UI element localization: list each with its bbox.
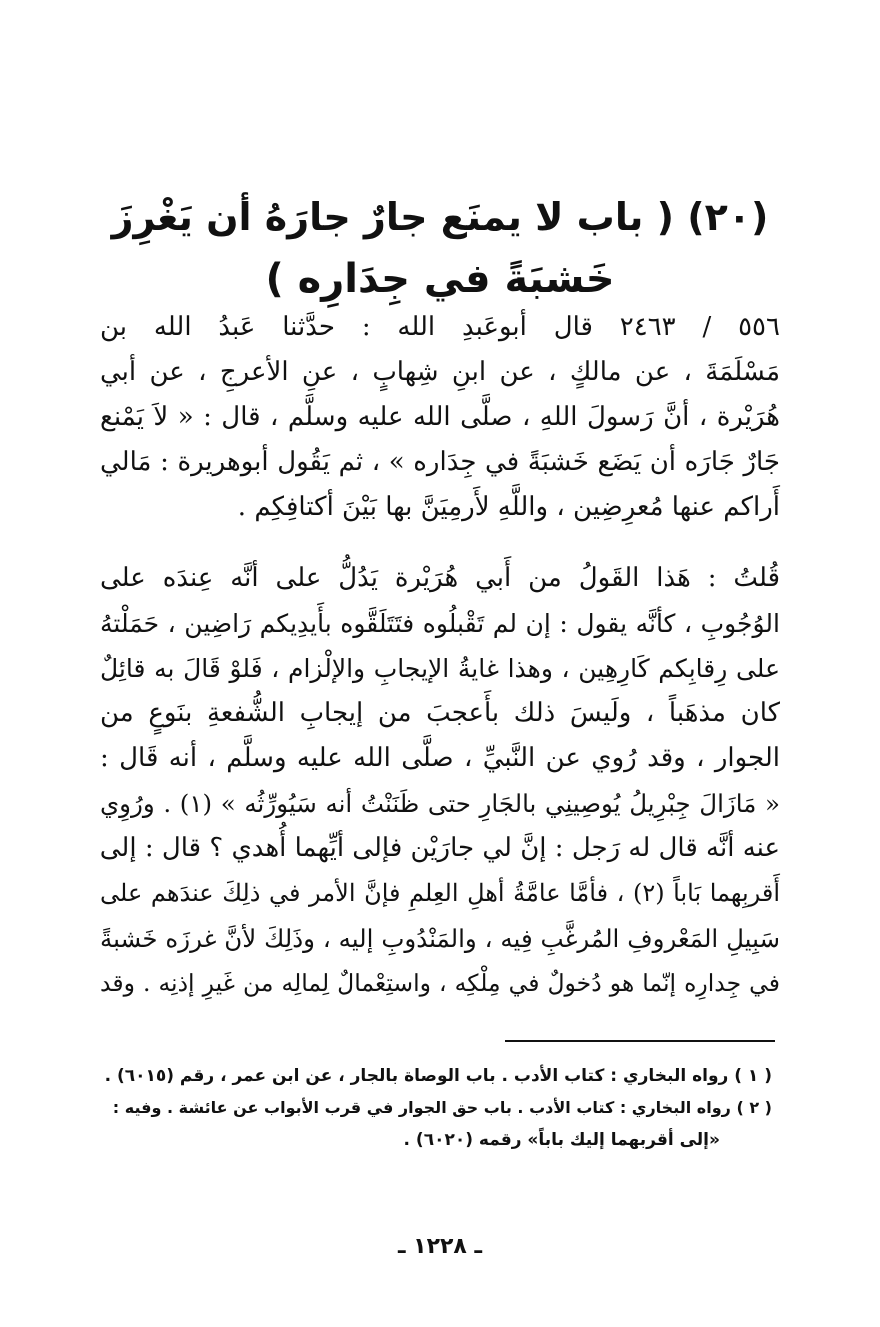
footnotes [100, 1060, 772, 1156]
chapter-heading-line: (٢٠) ( باب لا يمنَع جارٌ جارَهُ أن يَغْرِزَ [111, 195, 769, 239]
commentary-line: سَبِيلِ المَعْروفِ المُرغَّبِ فِيه ، والمَنْدُوبِ إليه ، وذَلِكَ لأنَّ غرزَه خَشبةً [100, 924, 780, 953]
hadith-paragraph [100, 305, 780, 530]
hadith-line: ٥٥٦ / ٢٤٦٣ قال أبوعَبدِ الله : حدَّثنا عَبدُ الله بن [100, 312, 780, 342]
footnote-1: ( ١ ) رواه البخاري : كتاب الأدب . باب الوصاة بالجار ، عن ابن عمر ، رقم (٦٠١٥) . [104, 1066, 772, 1086]
commentary-line: في جِدارِه إنّما هو دُخولٌ في مِلْكِه ، واستِعْمالٌ لِمالِه من غَيرِ إذنِه . وقد [100, 969, 780, 997]
commentary-line: على رِقابِكم كَارِهِين ، وهذا غايةُ الإيجابِ والإلْزام ، فَلوْ قَالَ به قائِلٌ [100, 654, 780, 683]
commentary-line: الوُجُوبِ ، كأنَّه يقول : إن لم تَقْبلُوه فتَتَلَقَّوه بأَيدِيكم رَاضِين ، حَمَلْتهُ [100, 609, 780, 638]
commentary-line: « مَازَالَ جِبْرِيلُ يُوصِينِي بالجَارِ حتى ظَنَنْتُ أنه سَيُورِّثُه » (١) . ورُوِي [100, 789, 780, 818]
hadith-line: أَراكم عنها مُعرِضِين ، واللَّهِ لأَرمِيَنَّ بها بَيْنَ أكتافِكِم . [237, 492, 780, 522]
footnote-2: ( ٢ ) رواه البخاري : كتاب الأدب . باب حق الجوار في قرب الأبواب عن عائشة . وفيه : [112, 1098, 772, 1117]
hadith-line: هُرَيْرة ، أنَّ رَسولَ اللهِ ، صلَّى الله عليه وسلَّم ، قال : « لاَ يَمْنع [100, 402, 780, 432]
footnote-separator [505, 1040, 775, 1042]
commentary-line: كان مذهَباً ، ولَيسَ ذلك بأَعجبَ من إيجابِ الشُّفعةِ بنَوعٍ من [100, 698, 780, 728]
footnote-2-continuation: «إلى أقربهما إليك باباً» رقمه (٦٠٢٠) . [403, 1130, 720, 1150]
commentary-line: قُلتُ : هَذا القَولُ من أَبي هُرَيْرة يَدُلُّ على أنَّه عِندَه على [100, 563, 780, 593]
hadith-line: جَارٌ جَارَه أن يَضَع خَشبَةً في جِدَاره » ، ثم يَقُول أبوهريرة : مَالي [100, 447, 780, 477]
hadith-line: مَسْلَمَةَ ، عن مالكٍ ، عن ابنِ شِهابٍ ، عنِ الأعرجِ ، عن أبي [100, 357, 780, 387]
commentary-line: أَقربِهما بَاباً (٢) ، فأمَّا عامَّةُ أهلِ العِلمِ فإنَّ الأمر في ذلِكَ عندَهم على [100, 879, 781, 907]
page-number: ـ ١٢٢٨ ـ [397, 1234, 483, 1259]
chapter-heading [110, 186, 770, 310]
commentary-paragraph [100, 556, 780, 1006]
chapter-heading-line: خَشبَةً في جِدَارِه ) [265, 256, 615, 302]
commentary-line: الجوار ، وقد رُوي عن النَّبيِّ ، صلَّى الله عليه وسلَّم ، أنه قَال : [100, 743, 780, 773]
commentary-line: عنه أنَّه قال له رَجل : إنَّ لي جارَيْن فإلى أيِّهما أُهدي ؟ قال : إلى [99, 833, 780, 863]
